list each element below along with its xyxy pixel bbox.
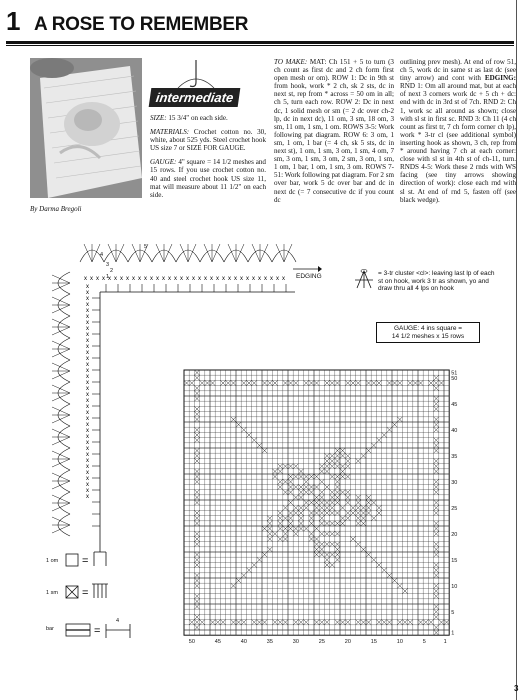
key-bar-label: bar xyxy=(46,626,54,632)
edge-sc-mark: x xyxy=(86,356,89,362)
edge-sc-mark: x xyxy=(96,276,99,282)
edge-sc-mark: x xyxy=(86,398,89,404)
gauge-box-line-1: GAUGE: 4 ins square = xyxy=(393,325,463,332)
title-rule xyxy=(6,41,514,44)
page-edge-line xyxy=(516,0,517,700)
edge-sc-mark: x xyxy=(162,276,165,282)
key-bar-count: 4 xyxy=(116,618,120,624)
crochet-hook-illustration xyxy=(176,60,216,90)
key-sm-symbol xyxy=(92,584,108,598)
title-rule-thin xyxy=(6,45,514,46)
edge-sc-mark: x xyxy=(86,488,89,494)
edge-cluster-stitch xyxy=(52,451,70,459)
edge-cluster-stitch xyxy=(180,244,188,262)
cluster-symbol-icon xyxy=(352,268,376,290)
edge-cluster-stitch xyxy=(52,297,70,305)
edge-sc-mark: x xyxy=(114,276,117,282)
edge-sc-mark: x xyxy=(86,494,89,500)
edge-sc-mark: x xyxy=(84,276,87,282)
edge-sc-mark: x xyxy=(264,276,267,282)
edge-sc-mark: x xyxy=(86,362,89,368)
edge-sc-mark: x xyxy=(282,276,285,282)
edge-sc-mark: x xyxy=(252,276,255,282)
chart-axis-label-right: 25 xyxy=(451,505,458,512)
edge-sc-mark: x xyxy=(86,428,89,434)
edge-sc-mark: x xyxy=(138,276,141,282)
edge-sc-mark: x xyxy=(126,276,129,282)
edge-sc-mark: x xyxy=(86,308,89,314)
edge-cluster-stitch xyxy=(84,244,92,262)
chart-axis-label-bottom: 5 xyxy=(422,639,426,646)
edge-cluster-stitch xyxy=(52,385,70,393)
materials-label: MATERIALS: xyxy=(150,128,190,137)
edge-sc-mark: x xyxy=(86,320,89,326)
edge-sc-mark: x xyxy=(86,302,89,308)
pattern-number: 1 xyxy=(6,6,21,36)
chart-axis-label-right: 20 xyxy=(451,531,458,538)
chart-axis-label-right: 50 xyxy=(451,375,458,382)
edge-sc-mark: x xyxy=(132,276,135,282)
edge-sc-mark: x xyxy=(156,276,159,282)
key-om-equals: = xyxy=(82,555,89,567)
edge-sc-mark: x xyxy=(86,368,89,374)
edge-sc-mark: x xyxy=(86,470,89,476)
edge-cluster-stitch xyxy=(236,244,244,262)
edge-sc-mark: x xyxy=(246,276,249,282)
chart-axis-label-bottom: 25 xyxy=(318,639,325,646)
edge-sc-mark: x xyxy=(180,276,183,282)
edging-instructions: RND 1: Om all around mat, but at each of next 3 corners work dc + 5 ch + dc: end with dc in 3rd st of 7ch. RND 2: Ch 1, work sc all around as shown; close with sl st in first sc. RND 3: Ch 11 (4 ch count as first tr, 7 ch form corner ch lp), work * 3-tr cl (see additional symbol) inserting hook as shown, 3 ch, rep from * around having 7 ch at each corner: close with sl st in 4th st of ch-11, turn. RNDS 4-5: Work these 2 rnds with WS facing (see tiny arrows showing direction of work): close each rnd with sl st. At end of rnd 5, fasten off (see black wedge). xyxy=(400,82,516,204)
edge-sc-mark: x xyxy=(144,276,147,282)
edge-sc-mark: x xyxy=(86,332,89,338)
edge-sc-mark: x xyxy=(86,290,89,296)
key-om-label: 1 om xyxy=(46,558,59,564)
edge-sc-mark: x xyxy=(150,276,153,282)
edge-cluster-stitch xyxy=(52,495,70,503)
edge-sc-mark: x xyxy=(198,276,201,282)
key-sm-equals: = xyxy=(82,587,89,599)
edge-sc-mark: x xyxy=(228,276,231,282)
edge-sc-mark: x xyxy=(86,452,89,458)
page-title: A ROSE TO REMEMBER xyxy=(34,14,249,35)
chart-axis-label-bottom: 45 xyxy=(214,639,221,646)
edge-sc-mark: x xyxy=(86,380,89,386)
edge-cluster-stitch xyxy=(108,244,116,262)
instructions-column-1 xyxy=(274,58,394,204)
edge-sc-mark: x xyxy=(258,276,261,282)
key-bar-equals: = xyxy=(94,625,101,637)
edge-cluster-stitch xyxy=(212,244,220,262)
stitch-key xyxy=(40,548,150,663)
chart-axis-label-right: 30 xyxy=(451,479,458,486)
edge-round-label-4: 4 xyxy=(100,252,104,258)
edge-sc-mark: x xyxy=(270,276,273,282)
edge-cluster-stitch xyxy=(116,244,124,262)
chart-axis-label-right: 45 xyxy=(451,401,458,408)
chart-axis-label-right: 51 xyxy=(451,370,458,377)
edging-heading: EDGING: xyxy=(484,74,516,83)
edge-sc-mark: x xyxy=(86,440,89,446)
edge-sc-mark: x xyxy=(86,296,89,302)
edge-sc-mark: x xyxy=(86,338,89,344)
edge-sc-mark: x xyxy=(86,410,89,416)
edge-sc-mark: x xyxy=(86,404,89,410)
edge-sc-mark: x xyxy=(168,276,171,282)
doily-photo xyxy=(30,58,142,198)
key-sm-label: 1 sm xyxy=(46,590,58,596)
edge-sc-mark: x xyxy=(86,464,89,470)
edge-sc-mark: x xyxy=(216,276,219,282)
chart-axis-label-bottom: 15 xyxy=(370,639,377,646)
edge-sc-mark: x xyxy=(192,276,195,282)
edge-sc-mark: x xyxy=(86,458,89,464)
edge-sc-mark: x xyxy=(276,276,279,282)
edge-cluster-stitch xyxy=(204,244,212,262)
edge-sc-mark: x xyxy=(86,446,89,452)
chart-axis-label-bottom: 35 xyxy=(266,639,273,646)
edge-cluster-stitch xyxy=(52,283,70,291)
gauge-box xyxy=(376,322,480,343)
chart-axis-label-bottom: 1 xyxy=(443,639,447,646)
filet-chart xyxy=(182,364,487,670)
edge-sc-mark: x xyxy=(86,344,89,350)
edge-cluster-stitch xyxy=(276,244,284,262)
edge-cluster-stitch xyxy=(52,437,70,445)
edge-cluster-stitch xyxy=(52,473,70,481)
materials-value: Crochet cotton no. 30, white, about 525 yds. Steel crochet hook US size 7 or SIZE FOR GAUGE. xyxy=(150,128,266,153)
edge-sc-mark: x xyxy=(86,416,89,422)
materials-column xyxy=(150,114,266,205)
gauge-label: GAUGE: xyxy=(150,158,177,167)
edge-cluster-stitch xyxy=(52,415,70,423)
edge-sc-mark: x xyxy=(86,314,89,320)
key-sm-cross xyxy=(66,586,78,598)
page-number: 3 xyxy=(514,684,519,693)
chart-axis-label-right: 1 xyxy=(451,630,455,637)
edge-sc-mark: x xyxy=(86,422,89,428)
instructions-column-2 xyxy=(400,58,516,204)
edge-sc-mark: x xyxy=(174,276,177,282)
chart-axis-label-bottom: 20 xyxy=(344,639,351,646)
key-bar-symbol xyxy=(106,624,130,638)
chart-axis-label-bottom: 10 xyxy=(396,639,403,646)
edge-sc-mark: x xyxy=(86,476,89,482)
edge-sc-mark: x xyxy=(234,276,237,282)
edge-cluster-stitch xyxy=(52,319,70,327)
edge-sc-mark: x xyxy=(102,276,105,282)
chart-axis-label-bottom: 40 xyxy=(240,639,247,646)
edge-cluster-stitch xyxy=(252,244,260,262)
edge-sc-mark: x xyxy=(86,374,89,380)
edge-sc-mark: x xyxy=(186,276,189,282)
edge-cluster-stitch xyxy=(52,275,70,283)
edge-sc-mark: x xyxy=(204,276,207,282)
edge-cluster-stitch xyxy=(52,305,70,313)
edge-round-label-3: 3 xyxy=(106,262,110,268)
edge-sc-mark: x xyxy=(120,276,123,282)
edge-sc-mark: x xyxy=(86,482,89,488)
edge-sc-mark: x xyxy=(222,276,225,282)
edge-cluster-stitch xyxy=(284,244,292,262)
edge-sc-mark: x xyxy=(86,350,89,356)
edging-label: EDGING xyxy=(296,273,322,280)
edge-cluster-stitch xyxy=(260,244,268,262)
edge-cluster-stitch xyxy=(52,525,70,533)
chart-axis-label-bottom: 50 xyxy=(188,639,195,646)
cluster-legend: = 3-tr cluster <cl>: leaving last lp of each st on hook, work 3 tr as shown, yo and draw thru all 4 lps on hook xyxy=(378,270,495,292)
skill-level-badge: intermediate xyxy=(149,88,241,107)
gauge-value: 4" square = 14 1/2 meshes and 15 rows. If you use crochet cotton no. 40 and steel crochet hook US size 11, mat will measure about 11 1/2" on each side. xyxy=(150,158,266,199)
edge-cluster-stitch xyxy=(228,244,236,262)
edge-cluster-stitch xyxy=(92,244,100,262)
chart-axis-label-right: 5 xyxy=(451,609,455,616)
edge-cluster-stitch xyxy=(52,363,70,371)
size-value: 15 3/4" on each side. xyxy=(168,114,228,122)
chart-axis-label-right: 40 xyxy=(451,427,458,434)
byline: By Darma Bregoli xyxy=(30,205,82,213)
chart-axis-label-right: 10 xyxy=(451,583,458,590)
edge-sc-mark: x xyxy=(86,284,89,290)
chart-axis-label-bottom: 30 xyxy=(292,639,299,646)
edge-sc-mark: x xyxy=(86,434,89,440)
edge-cluster-stitch xyxy=(52,503,70,511)
size-label: SIZE: xyxy=(150,114,167,122)
edge-cluster-stitch xyxy=(52,393,70,401)
edge-sc-mark: x xyxy=(240,276,243,282)
edge-cluster-stitch xyxy=(52,481,70,489)
gauge-box-line-2: 14 1/2 meshes x 15 rows xyxy=(391,332,465,340)
edge-cluster-stitch xyxy=(156,244,164,262)
edge-cluster-stitch xyxy=(52,459,70,467)
edge-cluster-stitch xyxy=(132,244,140,262)
edge-cluster-stitch xyxy=(52,349,70,357)
edge-sc-mark: x xyxy=(108,276,111,282)
edge-sc-mark: x xyxy=(210,276,213,282)
edge-cluster-stitch xyxy=(52,341,70,349)
edge-sc-mark: x xyxy=(90,276,93,282)
edge-cluster-stitch xyxy=(52,429,70,437)
edge-cluster-stitch xyxy=(164,244,172,262)
edge-sc-mark: x xyxy=(86,392,89,398)
to-make-text: MAT: Ch 151 + 5 to turn (3 ch count as first dc and 2 ch form first open mesh or om). ROW 1: Dc in 9th st from hook, work * 2 ch, sk 2 sts, dc in next st, rep from * across = 50 om in all; ch 5, turn each row. ROW 2: Dc in next dc, 1 solid mesh or sm (= 2 dc over ch-2 lp, dc in next dc), 11 om, 3 sm, 18 om, 3 sm, 11 om, 1 sm, 1 om. ROWS 3-5: Work following pat diagram. ROW 6: 3 om, 1 sm, 1 om, 1 bar (= 4 ch, sk 5 sts, dc in next st), 1 om, 1 sm, 3 om, 1 sm, 4 om, 7 sm, 3 om, 1 sm, 3 om, 2 sm, 3 om, 1 sm, 1 om, 1 bar, 1 om, 1 sm, 3 om. ROWS 7-51: Work following pat diagram. For 2 sm over bar, work 5 dc over bar and dc in next dc (= 7 consecutive dc if you count dc xyxy=(274,58,394,204)
edge-cluster-stitch xyxy=(52,371,70,379)
edge-cluster-stitch xyxy=(52,517,70,525)
edge-round-label-1: 1 xyxy=(106,274,110,280)
edge-cluster-stitch xyxy=(52,327,70,335)
instructions-continued: outlining prev mesh). At end of row 51, ch 5, work dc in same st as last dc (see tiny arrow) and cont with xyxy=(400,58,516,83)
key-om-symbol xyxy=(94,552,106,566)
chart-axis-label-right: 15 xyxy=(451,557,458,564)
edge-cluster-stitch xyxy=(52,407,70,415)
edge-round-label-5: 5 xyxy=(144,244,148,250)
edge-sc-mark: x xyxy=(86,386,89,392)
to-make-label: TO MAKE: xyxy=(274,58,308,66)
edge-cluster-stitch xyxy=(188,244,196,262)
edge-round-label-2: 2 xyxy=(110,268,114,274)
chart-axis-label-right: 35 xyxy=(451,453,458,460)
edge-sc-mark: x xyxy=(86,326,89,332)
key-om-square xyxy=(66,554,78,566)
stitch-key-diagram xyxy=(40,548,150,658)
